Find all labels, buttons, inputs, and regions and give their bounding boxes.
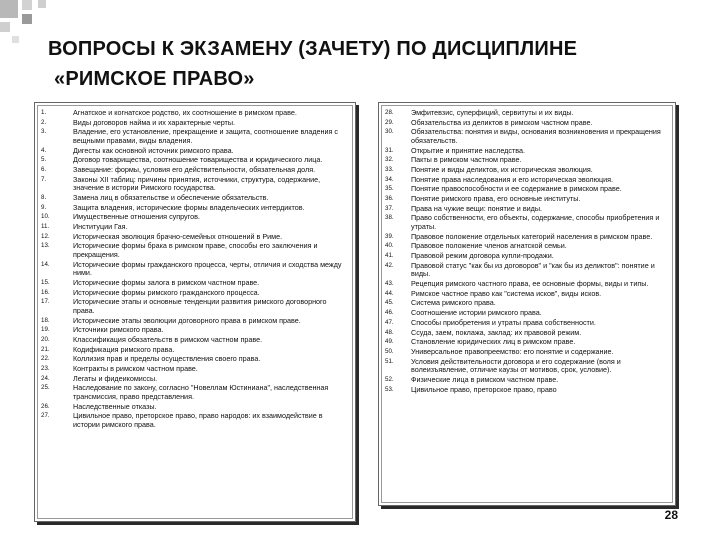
question-text: Замена лиц в обязательстве и обеспечение обязательств. bbox=[73, 193, 269, 202]
question-text: Исторические формы залога в римском частном праве. bbox=[73, 278, 260, 287]
question-number: 40. bbox=[385, 242, 394, 250]
question-text: Наследственные отказы. bbox=[73, 401, 157, 411]
question-number: 39. bbox=[385, 232, 394, 240]
question-number: 11. bbox=[41, 223, 50, 231]
question-number: 21. bbox=[41, 345, 50, 353]
question-item bbox=[41, 365, 349, 374]
question-number: 18. bbox=[41, 316, 50, 324]
decorative-top-bar bbox=[48, 6, 720, 20]
question-text: Исторические формы гражданского процесса, черты, отличия и сходства между ними. bbox=[73, 259, 342, 278]
question-item bbox=[41, 317, 349, 326]
question-number: 28. bbox=[385, 109, 394, 116]
question-number: 16. bbox=[41, 288, 50, 296]
question-item bbox=[41, 346, 349, 355]
question-item bbox=[385, 233, 669, 242]
question-item bbox=[385, 348, 669, 357]
question-number: 37. bbox=[385, 204, 394, 212]
question-item bbox=[41, 242, 349, 259]
question-number: 47. bbox=[385, 318, 394, 326]
question-number: 22. bbox=[41, 355, 50, 363]
question-text: Обязательства из деликтов в римском частном праве. bbox=[411, 117, 593, 127]
question-item bbox=[41, 176, 349, 193]
question-item bbox=[41, 128, 349, 145]
question-text: Правовой режим договора купли-продажи. bbox=[411, 251, 554, 261]
question-number: 3. bbox=[41, 128, 47, 136]
question-item bbox=[41, 194, 349, 203]
question-number: 23. bbox=[41, 365, 50, 373]
title-line-1: ВОПРОСЫ К ЭКЗАМЕНУ (ЗАЧЕТУ) ПО ДИСЦИПЛИНЕ bbox=[48, 38, 578, 60]
question-number: 53. bbox=[385, 385, 394, 393]
question-number: 32. bbox=[385, 156, 394, 164]
question-text: Система римского права. bbox=[411, 298, 496, 308]
question-text: Виды договоров найма и их характерные черты. bbox=[73, 117, 235, 127]
question-item bbox=[385, 319, 669, 328]
question-number: 24. bbox=[41, 374, 50, 382]
question-text: Законы XII таблиц: причины принятия, источники, структура, содержание, значение в истории Римского государства. bbox=[73, 174, 321, 193]
question-number: 4. bbox=[41, 146, 47, 154]
question-text: Правовое положение отдельных категорий населения в римском праве. bbox=[411, 231, 653, 241]
question-number: 42. bbox=[385, 261, 394, 269]
question-number: 41. bbox=[385, 252, 394, 260]
question-item bbox=[385, 290, 669, 299]
right-questions-column bbox=[378, 102, 676, 506]
question-number: 48. bbox=[385, 328, 394, 336]
question-item bbox=[385, 338, 669, 347]
question-text: Становление юридических лиц в римском праве. bbox=[411, 337, 576, 347]
question-number: 15. bbox=[41, 279, 50, 286]
question-number: 52. bbox=[385, 375, 394, 383]
question-item bbox=[385, 176, 669, 185]
question-number: 50. bbox=[385, 347, 394, 355]
question-item bbox=[41, 156, 349, 165]
decorative-square bbox=[0, 0, 18, 18]
question-number: 7. bbox=[41, 175, 47, 183]
question-text: Контракты в римском частном праве. bbox=[73, 364, 198, 374]
question-number: 51. bbox=[385, 357, 394, 365]
question-item bbox=[385, 109, 669, 118]
left-questions-list bbox=[35, 103, 355, 430]
question-text: Понятие римского права, его основные институты. bbox=[411, 194, 581, 204]
question-item bbox=[385, 299, 669, 308]
page-title bbox=[48, 34, 688, 94]
decorative-square bbox=[22, 14, 32, 24]
question-number: 6. bbox=[41, 166, 47, 174]
question-item bbox=[41, 355, 349, 364]
question-text: Имущественные отношения супругов. bbox=[73, 212, 200, 222]
question-item bbox=[41, 233, 349, 242]
question-text: Завещание: формы, условия его действительности, обязательная доля. bbox=[73, 165, 316, 175]
question-number: 38. bbox=[385, 214, 394, 222]
question-text: Открытие и принятие наследства. bbox=[411, 145, 525, 155]
question-item bbox=[385, 147, 669, 156]
question-text: Источники римского права. bbox=[73, 325, 164, 335]
right-questions-list bbox=[379, 103, 675, 394]
question-item bbox=[385, 262, 669, 279]
question-text: Исторические формы римского гражданского процесса. bbox=[73, 287, 260, 297]
question-number: 2. bbox=[41, 118, 47, 126]
question-text: Исторические этапы эволюции договорного права в римском праве. bbox=[73, 315, 301, 325]
question-text: Эмфитевзис, суперфиций, сервитуты и их виды. bbox=[411, 108, 574, 117]
question-number: 13. bbox=[41, 242, 50, 250]
question-text: Цивильное право, преторское право, право bbox=[411, 384, 557, 394]
question-item bbox=[41, 204, 349, 213]
question-text: Владение, его установление, прекращение и защита, соотношение владения с вещными правами, виды владения. bbox=[73, 127, 338, 145]
question-text: Институции Гая. bbox=[73, 222, 128, 232]
question-number: 29. bbox=[385, 118, 394, 126]
question-item bbox=[41, 109, 349, 118]
question-number: 31. bbox=[385, 146, 394, 154]
page-number: 28 bbox=[664, 508, 678, 522]
question-item bbox=[385, 280, 669, 289]
question-number: 49. bbox=[385, 338, 394, 346]
question-text: Договор товарищества, соотношение товарищества и юридического лица. bbox=[73, 155, 323, 165]
question-text: Исторические этапы и основные тенденции развития римского договорного права. bbox=[73, 297, 327, 315]
question-text: Агнатское и когнатское родство, их соотношение в римском праве. bbox=[73, 108, 297, 117]
question-item bbox=[385, 386, 669, 395]
question-item bbox=[41, 375, 349, 384]
question-text: Защита владения, исторические формы владельческих интердиктов. bbox=[73, 202, 305, 212]
question-number: 10. bbox=[41, 213, 50, 221]
question-text: Обязательства: понятия и виды, основания возникновения и прекращения обязательств. bbox=[411, 127, 661, 145]
question-number: 33. bbox=[385, 166, 394, 174]
question-number: 8. bbox=[41, 194, 47, 201]
question-text: Соотношение истории римского права. bbox=[411, 308, 542, 318]
question-text: Понятие правоспособности и ее содержание в римском праве. bbox=[411, 184, 622, 194]
decorative-square bbox=[0, 22, 10, 32]
question-item bbox=[41, 166, 349, 175]
question-item bbox=[385, 119, 669, 128]
question-item bbox=[385, 128, 669, 145]
question-item bbox=[385, 214, 669, 231]
question-item bbox=[385, 195, 669, 204]
question-number: 30. bbox=[385, 128, 394, 136]
question-number: 1. bbox=[41, 109, 47, 116]
question-number: 9. bbox=[41, 203, 47, 211]
decorative-square bbox=[38, 0, 46, 8]
question-number: 12. bbox=[41, 232, 50, 240]
question-item bbox=[41, 403, 349, 412]
question-text: Классификация обязательств в римском частном праве. bbox=[73, 335, 263, 345]
question-text: Дигесты как основной источник римского права. bbox=[73, 145, 234, 155]
question-number: 20. bbox=[41, 336, 50, 344]
question-number: 45. bbox=[385, 299, 394, 307]
question-item bbox=[385, 242, 669, 251]
question-item bbox=[41, 147, 349, 156]
decorative-square bbox=[12, 36, 19, 43]
question-item bbox=[385, 376, 669, 385]
question-number: 19. bbox=[41, 326, 50, 334]
question-item bbox=[385, 252, 669, 261]
question-number: 5. bbox=[41, 156, 47, 164]
question-number: 34. bbox=[385, 175, 394, 183]
question-text: Историческая эволюция брачно-семейных отношений в Риме. bbox=[73, 231, 283, 241]
question-item bbox=[385, 205, 669, 214]
question-number: 36. bbox=[385, 195, 394, 203]
question-text: Понятие права наследования и его историческая эволюция. bbox=[411, 174, 614, 184]
question-number: 35. bbox=[385, 185, 394, 193]
question-number: 17. bbox=[41, 298, 50, 306]
question-text: Цивильное право, преторское право, право народов: их взаимодействие в истории римского права. bbox=[73, 411, 323, 430]
question-item bbox=[41, 279, 349, 288]
question-text: Способы приобретения и утраты права собственности. bbox=[411, 317, 596, 327]
question-item bbox=[41, 384, 349, 401]
question-text: Легаты и фидеикомиссы. bbox=[73, 373, 158, 383]
decorative-square bbox=[22, 0, 32, 10]
question-item bbox=[385, 185, 669, 194]
question-text: Исторические формы брака в римском праве, способы его заключения и прекращения. bbox=[73, 241, 318, 260]
question-item bbox=[385, 358, 669, 375]
question-text: Физические лица в римском частном праве. bbox=[411, 374, 559, 384]
question-text: Ссуда, заем, поклажа, заклад: их правовой режим. bbox=[411, 327, 582, 337]
question-item bbox=[385, 329, 669, 338]
left-questions-column bbox=[34, 102, 356, 522]
question-item bbox=[41, 261, 349, 278]
title-line-2: «РИМСКОЕ ПРАВО» bbox=[54, 68, 255, 90]
question-item bbox=[41, 336, 349, 345]
question-item bbox=[41, 289, 349, 298]
question-text: Правовое положение членов агнатской семьи. bbox=[411, 241, 567, 251]
question-number: 14. bbox=[41, 260, 50, 268]
question-item bbox=[41, 223, 349, 232]
question-text: Универсальное правопреемство: его понятие и содержание. bbox=[411, 346, 614, 356]
question-item bbox=[385, 156, 669, 165]
question-item bbox=[41, 119, 349, 128]
question-item bbox=[41, 412, 349, 429]
question-text: Коллизия прав и пределы осуществления своего права. bbox=[73, 354, 261, 364]
question-text: Правовой статус "как бы из договоров" и "как бы из деликтов": понятие и виды. bbox=[411, 260, 655, 279]
question-item bbox=[41, 213, 349, 222]
question-number: 44. bbox=[385, 289, 394, 297]
question-text: Понятие и виды деликтов, их историческая эволюция. bbox=[411, 165, 593, 175]
question-number: 26. bbox=[41, 402, 50, 410]
question-item bbox=[385, 166, 669, 175]
question-text: Условия действительности договора и его содержание (воля и волеизъявление, отличие каузы от мотивов, срок, условие). bbox=[411, 356, 621, 375]
question-text: Наследование по закону, согласно "Новеллам Юстиниана", наследственная трансмиссия, право представления. bbox=[73, 383, 329, 402]
question-number: 46. bbox=[385, 309, 394, 317]
question-number: 27. bbox=[41, 412, 50, 420]
question-item bbox=[41, 326, 349, 335]
question-text: Рецепция римского частного права, ее основные формы, виды и типы. bbox=[411, 279, 649, 289]
question-text: Права на чужие вещи: понятие и виды. bbox=[411, 203, 543, 213]
question-text: Пакты в римском частном праве. bbox=[411, 155, 522, 165]
question-item bbox=[41, 298, 349, 315]
question-number: 25. bbox=[41, 384, 50, 392]
question-text: Римское частное право как "система исков", виды исков. bbox=[411, 288, 602, 298]
question-item bbox=[385, 309, 669, 318]
question-text: Кодификация римского права. bbox=[73, 344, 175, 354]
question-text: Право собственности, его объекты, содержание, способы приобретения и утраты. bbox=[411, 213, 660, 232]
question-number: 43. bbox=[385, 280, 394, 288]
